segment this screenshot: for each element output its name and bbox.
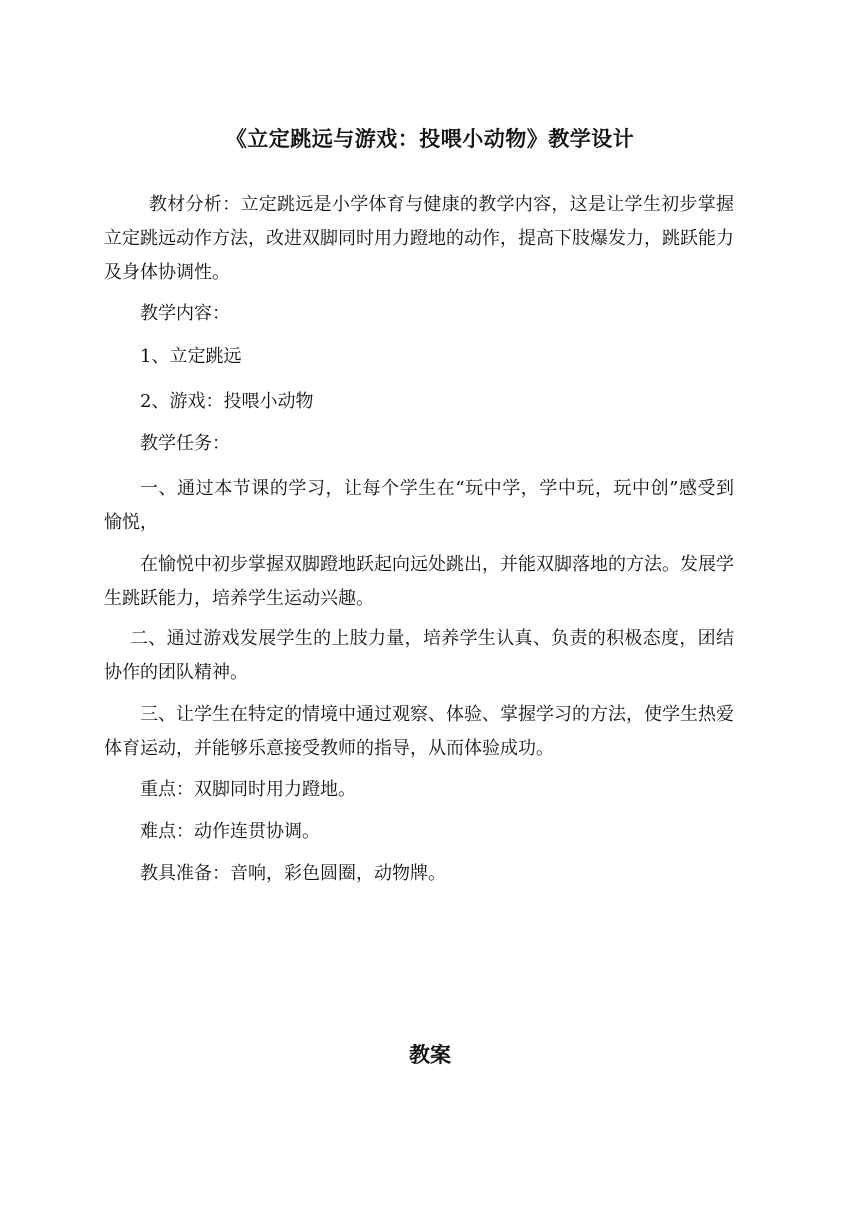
section-title-lesson-plan: 教案 (409, 1043, 451, 1067)
paragraph-difficulty: 难点：动作连贯协调。 (140, 821, 320, 842)
paragraph-teaching-tasks-heading: 教学任务： (140, 433, 230, 454)
paragraph-task-1: 一、通过本节课的学习，让每个学生在“玩中学，学中玩，玩中创”感受到愉悦， (104, 478, 734, 533)
paragraph-task-2: 二、通过游戏发展学生的上肢力量，培养学生认真、负责的积极态度，团结协作的团队精神。 (104, 628, 734, 683)
paragraph-task-1-continued: 在愉悦中初步掌握双脚蹬地跃起向远处跳出，并能双脚落地的方法。发展学生跳跃能力，培养学生运动兴趣。 (104, 554, 734, 609)
paragraph-content-item-2: 2、游戏：投喂小动物 (140, 391, 314, 412)
paragraph-content-item-1: 1、立定跳远 (140, 346, 242, 367)
page-title: 《立定跳远与游戏：投喂小动物》教学设计 (225, 127, 635, 151)
paragraph-key-point: 重点：双脚同时用力蹬地。 (140, 779, 356, 800)
paragraph-teaching-aids: 教具准备：音响，彩色圆圈，动物牌。 (140, 863, 446, 884)
paragraph-teaching-content-heading: 教学内容： (140, 303, 230, 324)
paragraph-task-3: 三、让学生在特定的情境中通过观察、体验、掌握学习的方法，使学生热爱体育运动，并能够乐意接受教师的指导，从而体验成功。 (104, 704, 734, 759)
paragraph-material-analysis: 教材分析：立定跳远是小学体育与健康的教学内容，这是让学生初步掌握立定跳远动作方法，改进双脚同时用力蹬地的动作，提高下肢爆发力，跳跃能力及身体协调性。 (104, 194, 734, 283)
